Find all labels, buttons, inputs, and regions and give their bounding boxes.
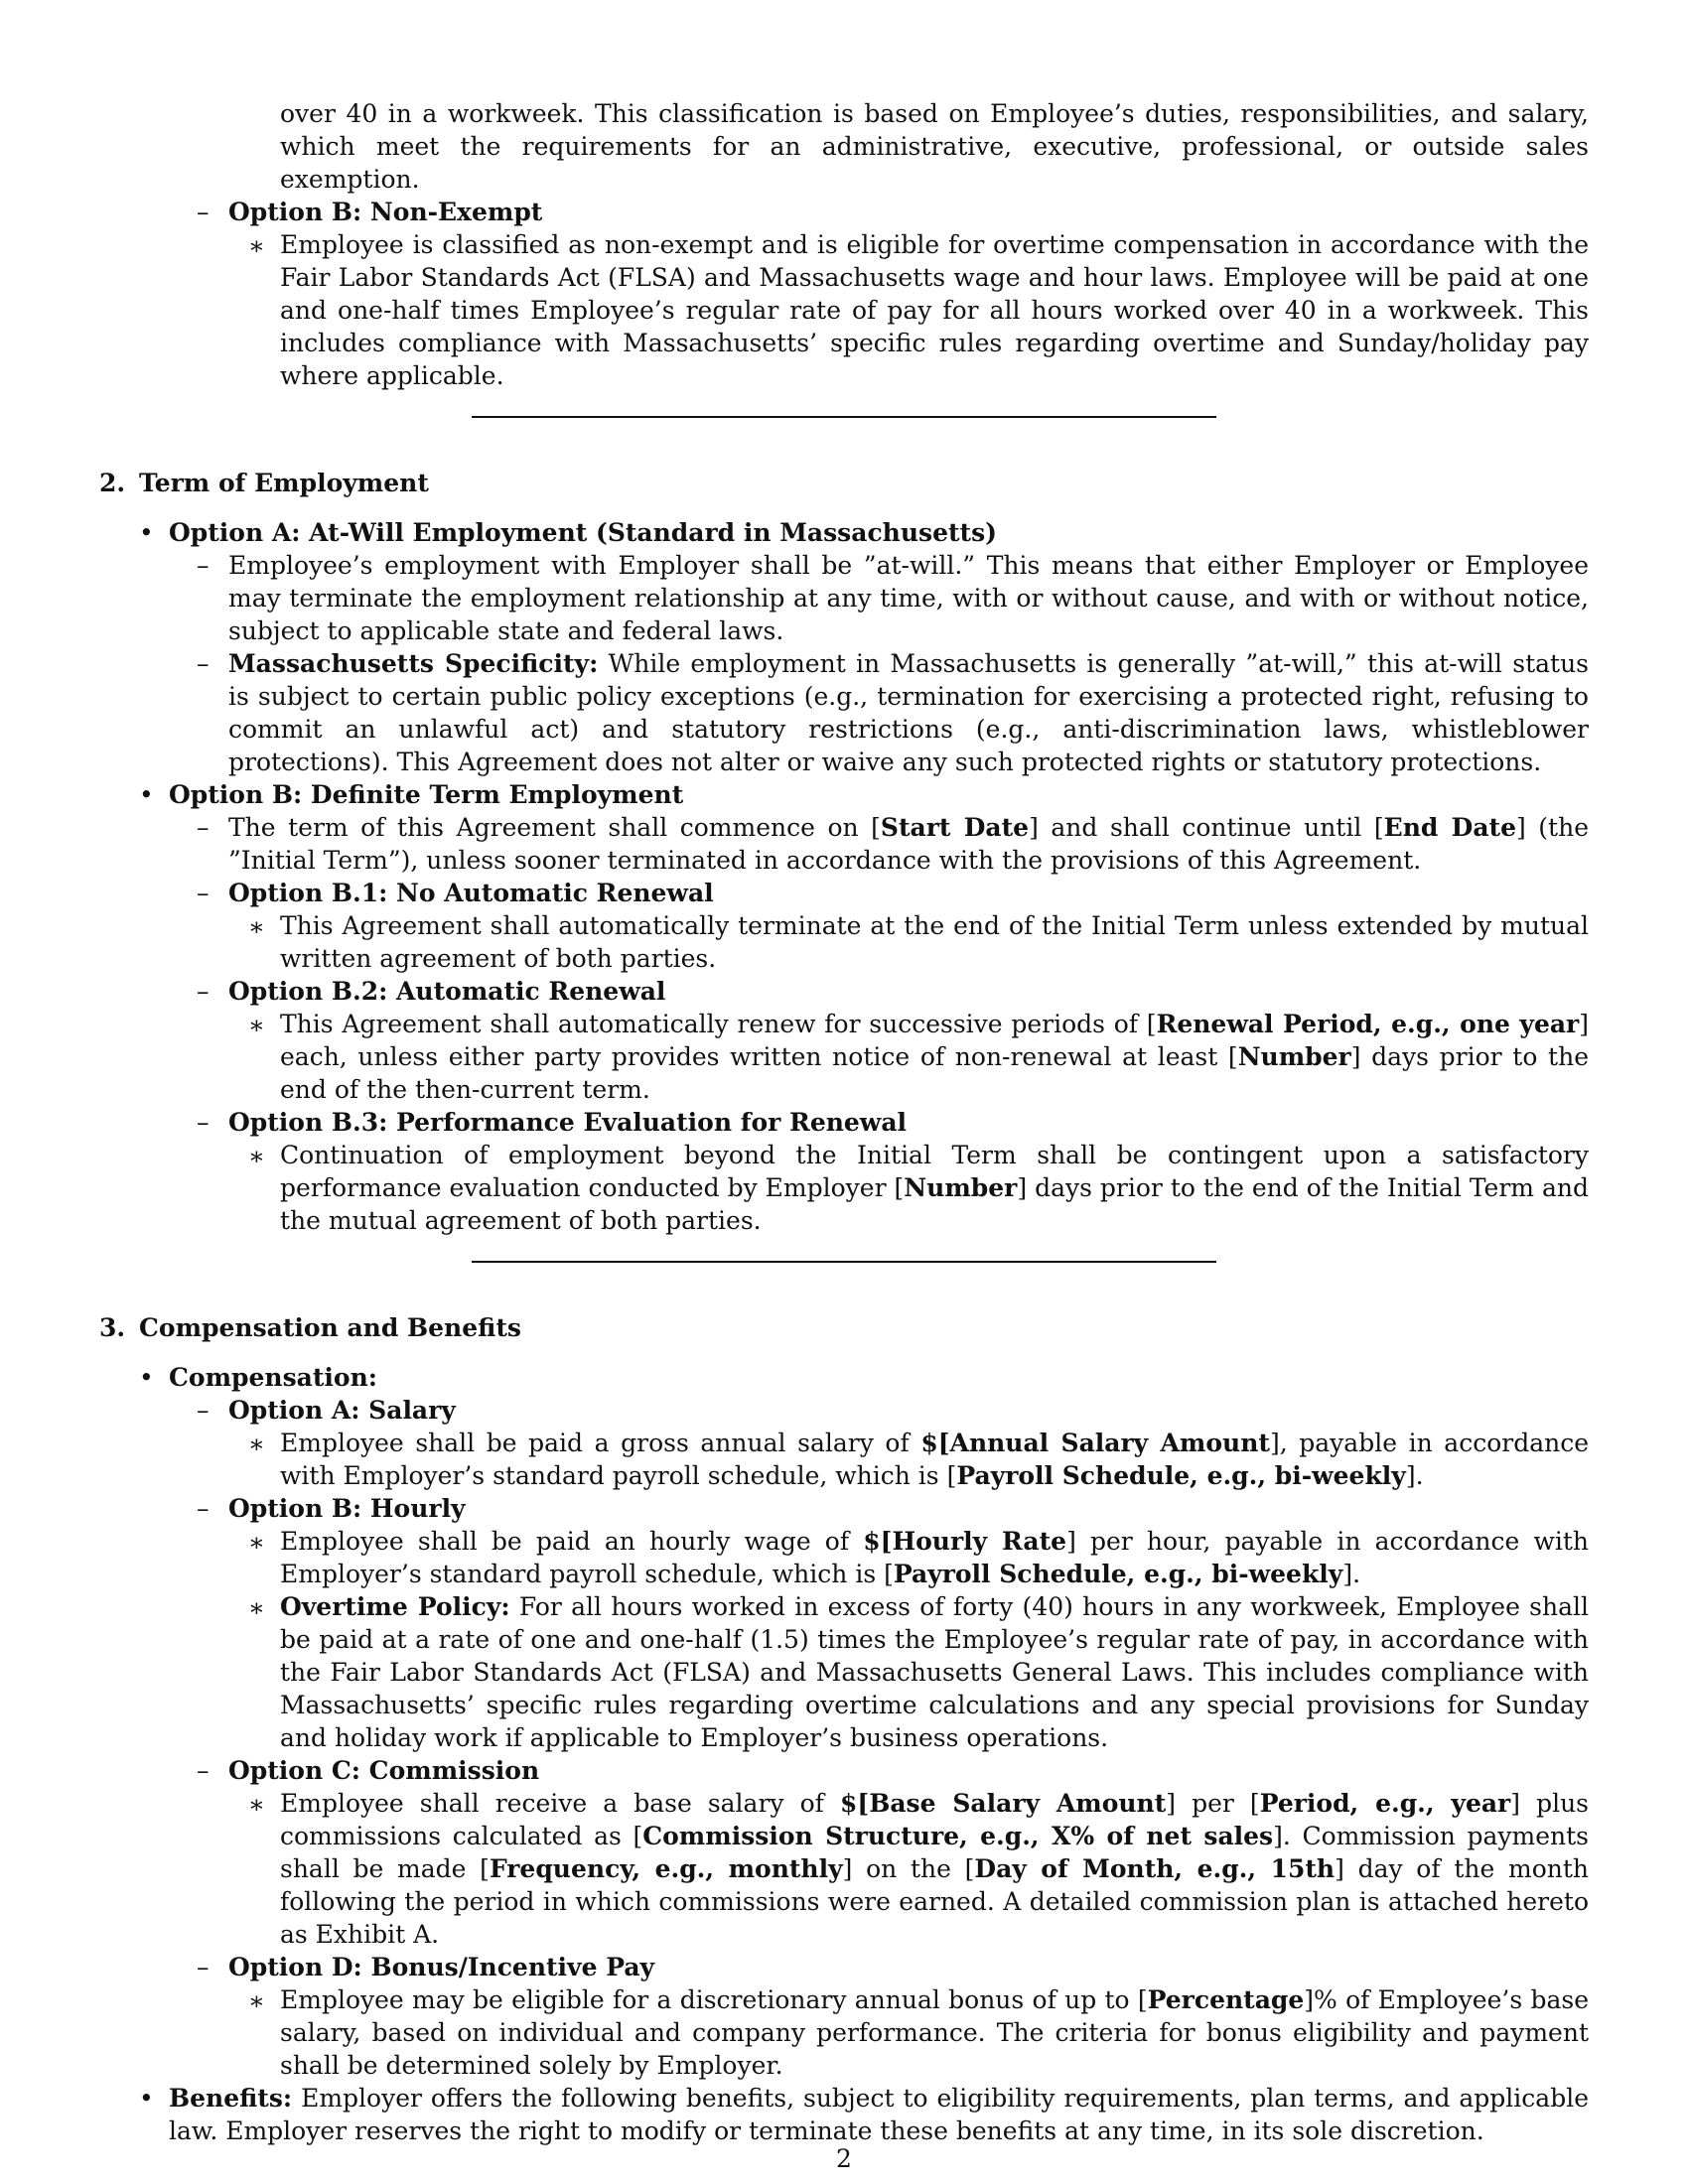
section-heading: 2. Term of Employment: [99, 469, 429, 497]
placeholder-field: Period, e.g., year: [1259, 1789, 1511, 1818]
dash-marker: –: [197, 1756, 210, 1785]
overtime-policy-item: ∗ Overtime Policy: For all hours worked in excess of forty (40) hours in any workweek, Employee shall be paid at a rate of one and one-half (1.5) times the Employee’s regular rate of pay, in accordance with the Fair Labor Standards Act (FLSA) and Massachusetts General Laws. This includes compliance with Massachusetts’ specific rules regarding overtime calculations and any special provisions for Sunday and holiday work if applicable to Employer’s business operations.: [248, 1592, 1589, 1752]
bullet-marker: •: [139, 1363, 154, 1392]
option-heading: Option B: Non-Exempt: [228, 198, 543, 226]
placeholder-field: $[Hourly Rate: [863, 1527, 1067, 1556]
salary-text-item: ∗ Employee shall be paid a gross annual salary of $[Annual Salary Amount], payable in accordance with Employer’s standard payroll schedule, which is [Payroll Schedule, e.g., bi-weekly].: [248, 1429, 1590, 1490]
dash-marker: –: [197, 1108, 210, 1137]
dash-marker: –: [197, 551, 210, 580]
star-marker: ∗: [248, 1790, 265, 1819]
option-b-hourly-item: – Option B: Hourly: [197, 1494, 466, 1523]
option-c-commission-item: – Option C: Commission: [197, 1756, 540, 1785]
dash-marker: –: [197, 1396, 210, 1425]
placeholder-field: Number: [904, 1173, 1018, 1202]
at-will-item: – Employee’s employment with Employer shall be ”at-will.” This means that either Employer or Employee may terminate the employment relationship at any time, with or without cause, and with or without notice, subject to applicable state and federal laws.: [197, 551, 1589, 645]
page-number: 2: [836, 2144, 852, 2173]
star-marker: ∗: [248, 1593, 265, 1622]
option-a-item: • Option A: At-Will Employment (Standard in Massachusetts): [139, 518, 997, 547]
placeholder-field: Day of Month, e.g., 15th: [974, 1854, 1336, 1883]
star-marker: ∗: [248, 1011, 265, 1039]
dash-marker: –: [197, 198, 210, 226]
option-b-nonexempt-item: [99, 196, 1589, 228]
option-d-bonus-item: – Option D: Bonus/Incentive Pay: [197, 1953, 655, 1981]
star-marker: ∗: [248, 1142, 265, 1170]
option-b2-item: – Option B.2: Automatic Renewal: [197, 977, 666, 1006]
term-item: – The term of this Agreement shall commence on [Start Date] and shall continue until [End Date] (the ”Initial Term”), unless sooner terminated in accordance with the provisions of this Agreement.: [197, 813, 1590, 875]
exempt-continuation: over 40 in a workweek. This classification is based on Employee’s duties, responsibilities, and salary, which meet the requirements for an administrative, executive, professional, or outside sales exemption.: [280, 99, 1589, 194]
star-marker: ∗: [248, 1430, 265, 1458]
bullet-marker: •: [139, 518, 154, 547]
dash-marker: –: [197, 813, 210, 842]
bonus-text-item: ∗ Employee may be eligible for a discretionary annual bonus of up to [Percentage]% of Employee’s base salary, based on individual and company performance. The criteria for bonus eligibility and payment shall be determined solely by Employer.: [248, 1985, 1589, 2080]
dash-marker: –: [197, 1953, 210, 1981]
b2-text-item: ∗ This Agreement shall automatically renew for successive periods of [Renewal Period, e.g., one year] each, unless either party provides written notice of non-renewal at least [Number] days prior to the end of the then-current term.: [248, 1010, 1589, 1104]
b3-text-item: ∗ Continuation of employment beyond the Initial Term shall be contingent upon a satisfactory performance evaluation conducted by Employer [Number] days prior to the end of the Initial Term and the mutual agreement of both parties.: [248, 1141, 1589, 1235]
commission-text-item: ∗ Employee shall receive a base salary of $[Base Salary Amount] per [Period, e.g., year] plus commissions calculated as [Commission Structure, e.g., X% of net sales]. Commission payments shall be made [Frequency, e.g., monthly] on the [Day of Month, e.g., 15th] day of the month following the period in which commissions were earned. A detailed commission plan is attached hereto as Exhibit A.: [248, 1789, 1589, 1949]
placeholder-field: End Date: [1383, 813, 1516, 842]
hourly-text-item: ∗ Employee shall be paid an hourly wage of $[Hourly Rate] per hour, payable in accordance with Employer’s standard payroll schedule, which is [Payroll Schedule, e.g., bi-weekly].: [248, 1527, 1589, 1588]
star-marker: ∗: [248, 1528, 265, 1557]
placeholder-field: Number: [1237, 1042, 1351, 1071]
compensation-item: • Compensation:: [139, 1363, 377, 1392]
bullet-marker: •: [139, 780, 154, 809]
b1-text-item: ∗ This Agreement shall automatically terminate at the end of the Initial Term unless extended by mutual written agreement of both parties.: [248, 911, 1589, 973]
placeholder-field: $[Base Salary Amount: [840, 1789, 1167, 1818]
option-b3-item: – Option B.3: Performance Evaluation for Renewal: [197, 1108, 908, 1137]
placeholder-field: Frequency, e.g., monthly: [489, 1854, 843, 1883]
star-marker: ∗: [248, 1986, 265, 2015]
placeholder-field: Payroll Schedule, e.g., bi-weekly: [956, 1461, 1406, 1490]
option-b1-item: – Option B.1: No Automatic Renewal: [197, 879, 714, 907]
placeholder-field: Percentage: [1147, 1985, 1305, 2014]
dash-marker: –: [197, 977, 210, 1006]
dash-marker: –: [197, 879, 210, 907]
star-marker: ∗: [248, 912, 265, 941]
document-page: [99, 97, 1589, 2147]
star-marker: ∗: [248, 231, 265, 260]
nonexempt-text-item: ∗ Employee is classified as non-exempt and is eligible for overtime compensation in accordance with the Fair Labor Standards Act (FLSA) and Massachusetts wage and hour laws. Employee will be paid at one and one-half times Employee’s regular rate of pay for all hours worked over 40 in a workweek. This includes compliance with Massachusetts’ specific rules regarding overtime and Sunday/holiday pay where applicable.: [248, 230, 1589, 390]
bullet-marker: •: [139, 2084, 154, 2113]
placeholder-field: Start Date: [880, 813, 1030, 842]
section-heading: 3. Compensation and Benefits: [99, 1313, 521, 1342]
placeholder-field: Payroll Schedule, e.g., bi-weekly: [893, 1560, 1343, 1588]
ma-specificity-item: – Massachusetts Specificity: While employment in Massachusetts is generally ”at-will,” this at-will status is subject to certain public policy exceptions (e.g., termination for exercising a protected right, refusing to commit an unlawful act) and statutory restrictions (e.g., anti-discrimination laws, whistleblower protections). This Agreement does not alter or waive any such protected rights or statutory protections.: [197, 649, 1589, 776]
dash-marker: –: [197, 649, 210, 678]
option-b-item: • Option B: Definite Term Employment: [139, 780, 684, 809]
placeholder-field: Commission Structure, e.g., X% of net sales: [642, 1822, 1274, 1850]
benefits-item: • Benefits: Employer offers the following benefits, subject to eligibility requirements, plan terms, and applicable law. Employer reserves the right to modify or terminate these benefits at any time, in its sole discretion.: [139, 2084, 1589, 2145]
option-a-salary-item: – Option A: Salary: [197, 1396, 456, 1425]
dash-marker: –: [197, 1494, 210, 1523]
placeholder-field: Renewal Period, e.g., one year: [1156, 1010, 1580, 1038]
placeholder-field: $[Annual Salary Amount: [920, 1429, 1270, 1457]
